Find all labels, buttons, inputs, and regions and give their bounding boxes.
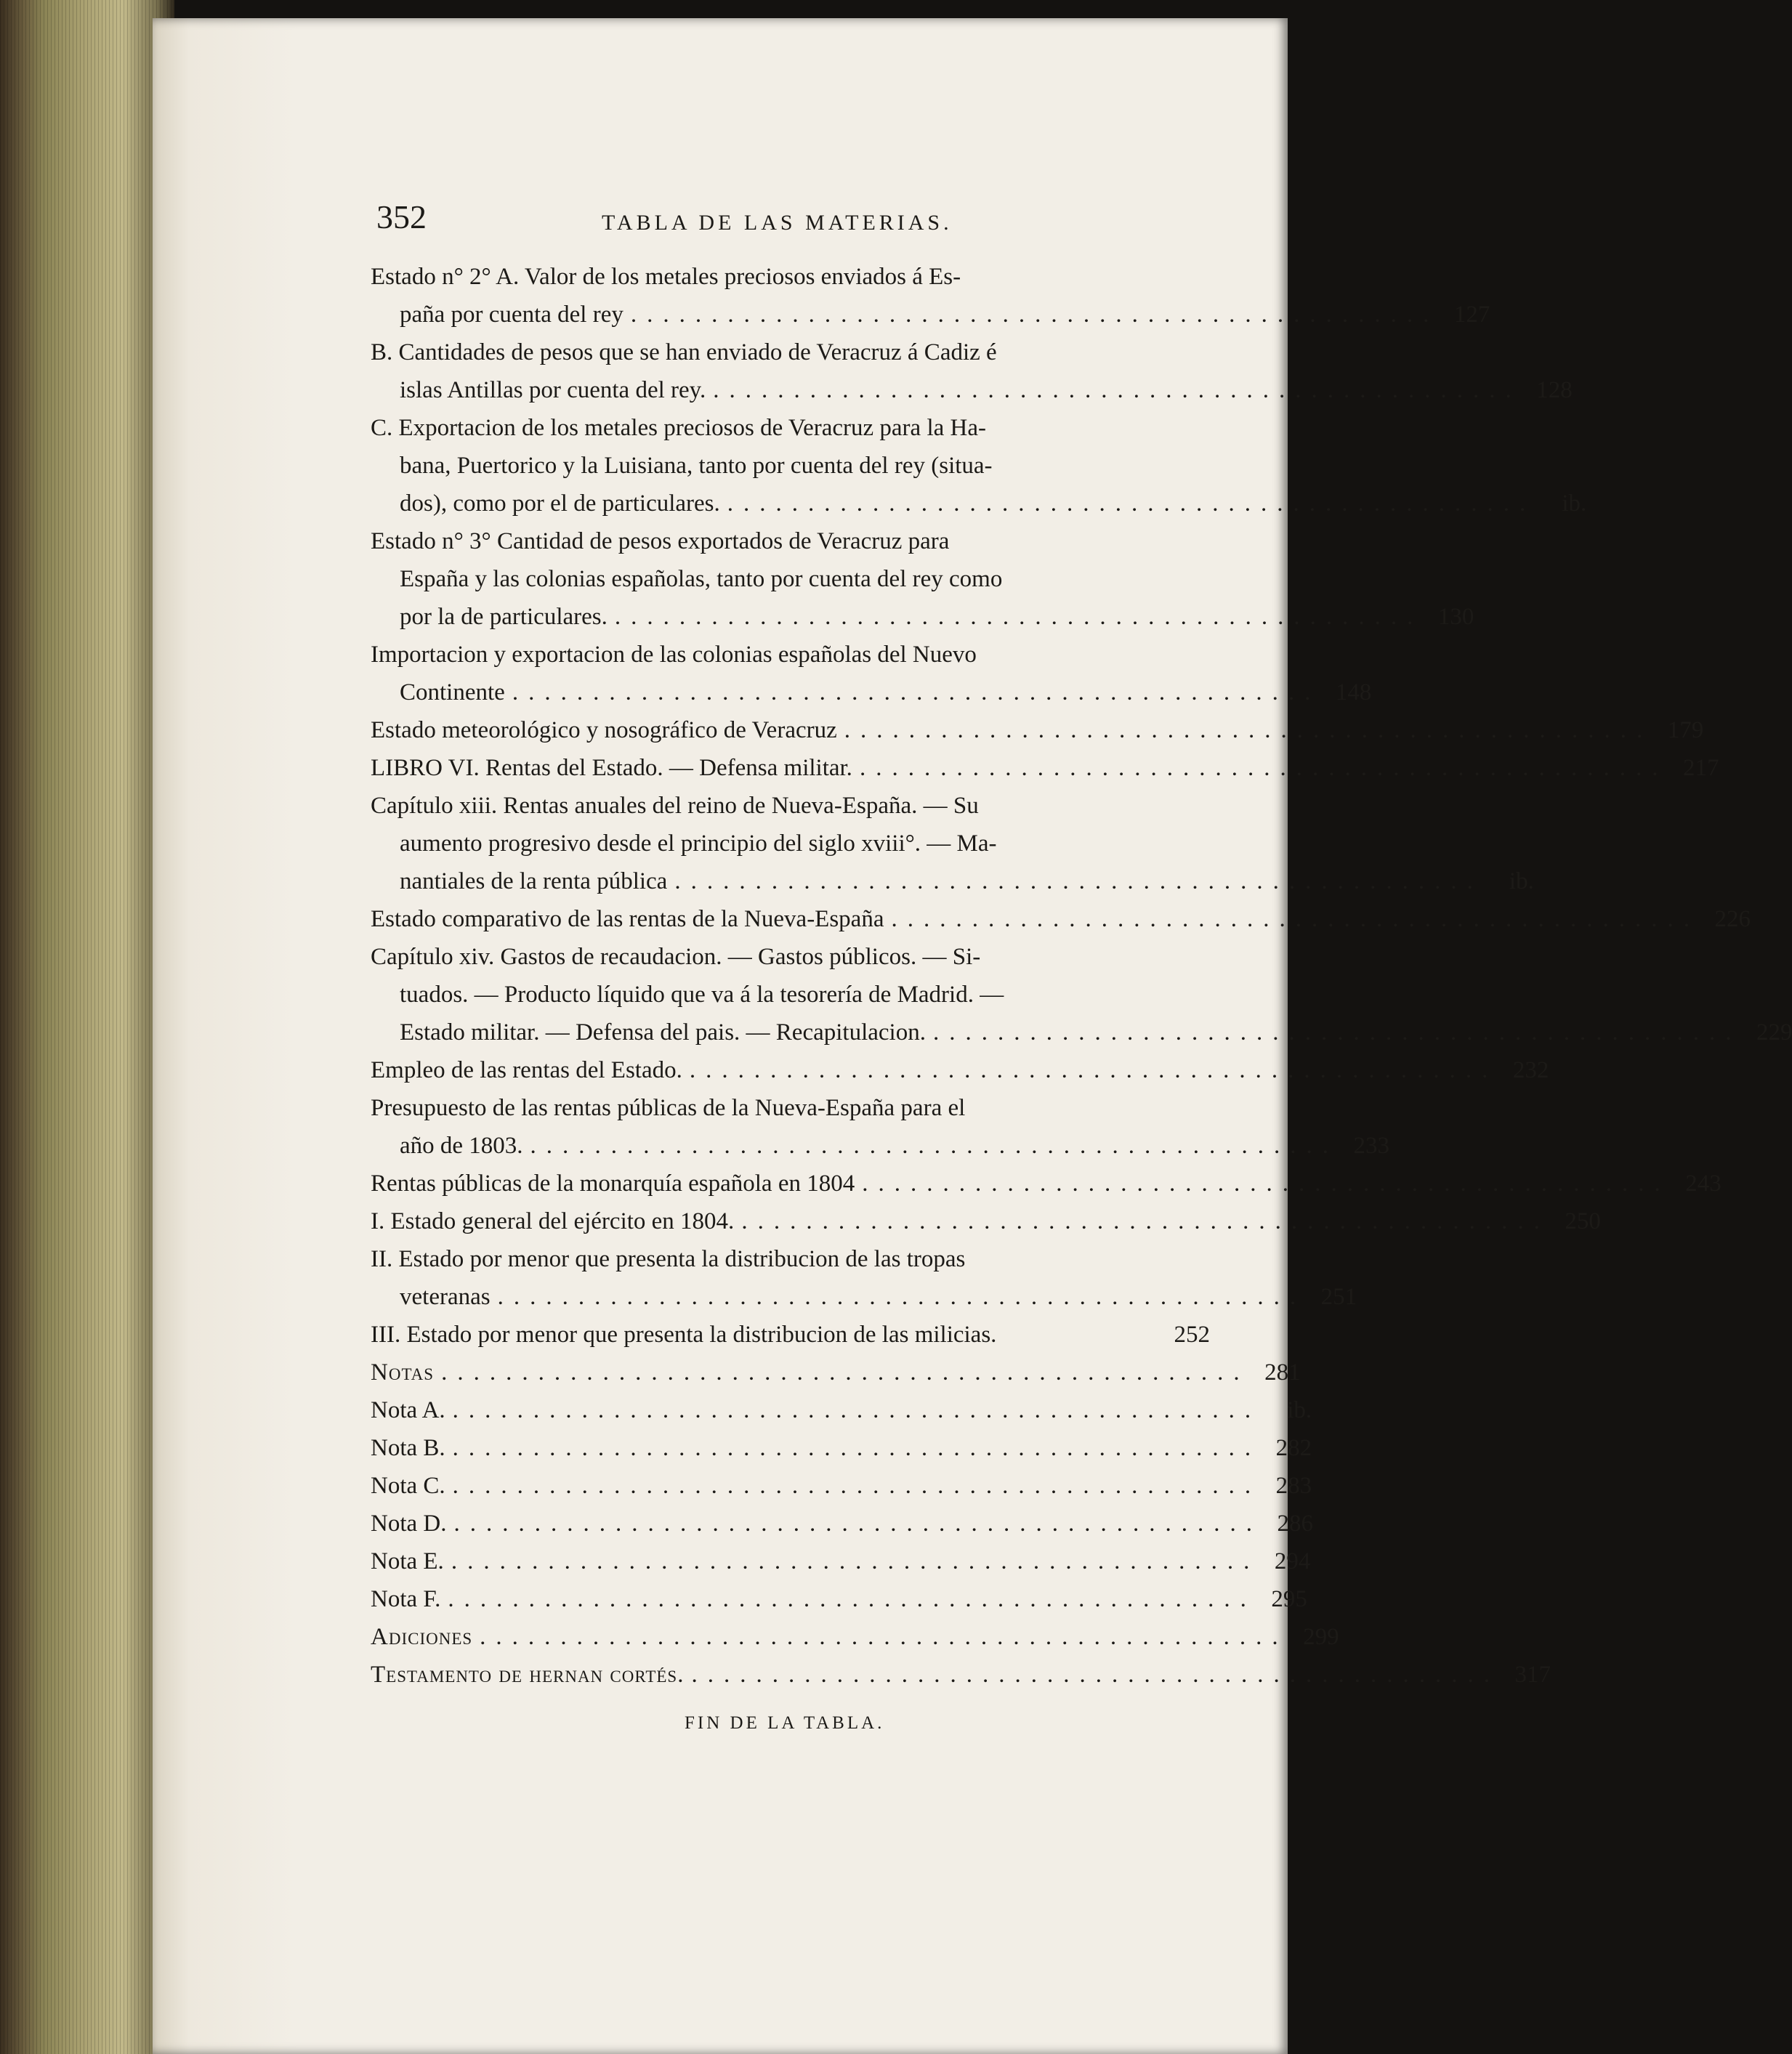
toc-line-last: Adiciones .................................................. 299 <box>371 1618 1210 1656</box>
toc-page-number: 229 <box>1756 1019 1792 1046</box>
toc-page-number: ib. <box>1562 490 1587 517</box>
toc-page-number: 295 <box>1271 1586 1307 1612</box>
toc-page-number: 243 <box>1685 1170 1722 1197</box>
toc-line: Estado n° 3° Cantidad de pesos exportados de Veracruz para <box>371 528 950 554</box>
toc-page-number: 299 <box>1303 1624 1339 1650</box>
toc-line-last: dos), como por el de particulares. .................................................. ib. <box>371 485 1210 522</box>
toc-line: Estado n° 2° A. Valor de los metales preciosos enviados á Es- <box>371 264 961 290</box>
toc-entry-empleo <box>371 1051 1549 1089</box>
toc-line: aumento progresivo desde el principio del siglo xviii°. — Ma- <box>400 830 997 857</box>
toc-line: Capítulo xiii. Rentas anuales del reino de Nueva-España. — Su <box>371 793 979 819</box>
toc-line: C. Exportacion de los metales preciosos de Veracruz para la Ha- <box>371 415 986 441</box>
toc-line-last: islas Antillas por cuenta del rey. .................................................. 128 <box>371 371 1210 409</box>
toc-page-number: 294 <box>1274 1548 1311 1574</box>
toc-line-last: LIBRO VI. Rentas del Estado. — Defensa militar. .................................................. 217 <box>371 749 1210 787</box>
toc-page-number: 252 <box>1174 1322 1210 1348</box>
toc-entry-nota-b <box>371 1429 1312 1467</box>
toc-line-last: III. Estado por menor que presenta la distribucion de las milicias. 252 <box>371 1316 1210 1354</box>
toc-page-number: 217 <box>1682 755 1719 781</box>
toc-entry-notas <box>371 1354 1301 1391</box>
toc-page-number: 179 <box>1667 717 1704 743</box>
toc-line-last: Notas .................................................. 281 <box>371 1354 1210 1391</box>
toc-page-number: 281 <box>1264 1359 1301 1386</box>
toc-line: Capítulo xiv. Gastos de recaudacion. — Gastos públicos. — Si- <box>371 944 981 970</box>
toc-page-number: 251 <box>1320 1284 1357 1310</box>
toc-entry-capitulo-xiv <box>371 938 1792 1051</box>
toc-line: tuados. — Producto líquido que va á la tesorería de Madrid. — <box>400 982 1004 1008</box>
toc-line: España y las colonias españolas, tanto por cuenta del rey como <box>400 566 1003 592</box>
toc-line-last: Nota C. .................................................. 283 <box>371 1467 1210 1505</box>
book-page-edges <box>0 0 174 2054</box>
toc-page-number: ib. <box>1287 1397 1312 1423</box>
toc-entry-rentas-monarquia <box>371 1165 1722 1202</box>
toc-entry-adiciones <box>371 1618 1339 1656</box>
toc-entry-estado-3 <box>371 522 1474 636</box>
toc-page-number: 233 <box>1353 1133 1390 1159</box>
toc-page-number: 250 <box>1565 1208 1601 1234</box>
toc-line-last: Nota F. .................................................. 295 <box>371 1580 1210 1618</box>
toc-page-number: ib. <box>1509 868 1534 894</box>
toc-entry-nota-e <box>371 1542 1311 1580</box>
toc-entry-nota-f <box>371 1580 1307 1618</box>
toc-entry-libro-vi <box>371 749 1719 787</box>
toc-line-last: Rentas públicas de la monarquía española en 1804 .................................................. 243 <box>371 1165 1210 1202</box>
toc-line-last: Nota A. .................................................. ib. <box>371 1391 1210 1429</box>
toc-line-last: Empleo de las rentas del Estado. .................................................. 232 <box>371 1051 1210 1089</box>
toc-line-last: veteranas .................................................. 251 <box>371 1278 1210 1316</box>
toc-page-number: 148 <box>1335 679 1372 705</box>
toc-entry-presupuesto <box>371 1089 1390 1165</box>
toc-page-number: 127 <box>1453 302 1490 328</box>
toc-line-last: I. Estado general del ejército en 1804. .................................................. 250 <box>371 1202 1210 1240</box>
toc-entry-estado-2a <box>371 258 1490 333</box>
toc-line-last: Estado comparativo de las rentas de la Nueva-España .................................................. 226 <box>371 900 1210 938</box>
toc-page-number: 232 <box>1512 1057 1549 1083</box>
toc-line-last: Nota E. .................................................. 294 <box>371 1542 1210 1580</box>
toc-line-last: por la de particulares. .................................................. 130 <box>371 598 1210 636</box>
toc-entry-c <box>371 409 1587 522</box>
toc-line-last: Nota B. .................................................. 282 <box>371 1429 1210 1467</box>
toc-entry-b <box>371 333 1573 409</box>
toc-line-last: nantiales de la renta pública .................................................. ib. <box>371 862 1210 900</box>
page-number: 352 <box>376 198 427 235</box>
toc-line-last: año de 1803. .................................................. 233 <box>371 1127 1210 1165</box>
toc-page-number: 130 <box>1437 604 1474 630</box>
table-of-contents <box>371 258 1792 1694</box>
toc-line: Presupuesto de las rentas públicas de la Nueva-España para el <box>371 1095 966 1121</box>
toc-entry-capitulo-xiii <box>371 787 1534 900</box>
toc-page-number: 128 <box>1536 377 1573 403</box>
toc-page-number: 317 <box>1514 1662 1551 1688</box>
toc-entry-meteorologico <box>371 711 1704 749</box>
toc-page-number: 286 <box>1277 1511 1313 1537</box>
toc-page-number: 226 <box>1714 906 1751 932</box>
toc-line-last: Estado militar. — Defensa del pais. — Recapitulacion. .................................................. 229 <box>371 1014 1210 1051</box>
toc-line: bana, Puertorico y la Luisiana, tanto por cuenta del rey (situa- <box>400 453 993 479</box>
toc-entry-nota-d <box>371 1505 1313 1542</box>
toc-entry-nota-a <box>371 1391 1312 1429</box>
toc-line: II. Estado por menor que presenta la distribucion de las tropas <box>371 1246 966 1272</box>
toc-entry-estado-iii <box>371 1316 1210 1354</box>
toc-page-number: 282 <box>1275 1435 1312 1461</box>
toc-entry-importacion <box>371 636 1372 711</box>
running-head: TABLA DE LAS MATERIAS. <box>602 211 953 235</box>
toc-entry-estado-ii <box>371 1240 1357 1316</box>
toc-line-last: Continente .................................................. 148 <box>371 674 1210 711</box>
page-header <box>376 198 1208 240</box>
toc-entry-estado-i <box>371 1202 1601 1240</box>
toc-entry-estado-comparativo <box>371 900 1751 938</box>
end-of-table-text: FIN DE LA TABLA. <box>685 1713 885 1733</box>
toc-line-last: Estado meteorológico y nosográfico de Veracruz .................................................. 179 <box>371 711 1210 749</box>
toc-line-last: Testamento de hernan cortés. .................................................. 317 <box>371 1656 1210 1694</box>
toc-page-number: 283 <box>1275 1473 1312 1499</box>
toc-line-last: paña por cuenta del rey .................................................. 127 <box>371 296 1210 333</box>
toc-line: Importacion y exportacion de las colonias españolas del Nuevo <box>371 642 977 668</box>
toc-entry-nota-c <box>371 1467 1312 1505</box>
toc-line-last: Nota D. .................................................. 286 <box>371 1505 1210 1542</box>
toc-entry-testamento <box>371 1656 1551 1694</box>
toc-line: B. Cantidades de pesos que se han enviado de Veracruz á Cadiz é <box>371 339 997 365</box>
